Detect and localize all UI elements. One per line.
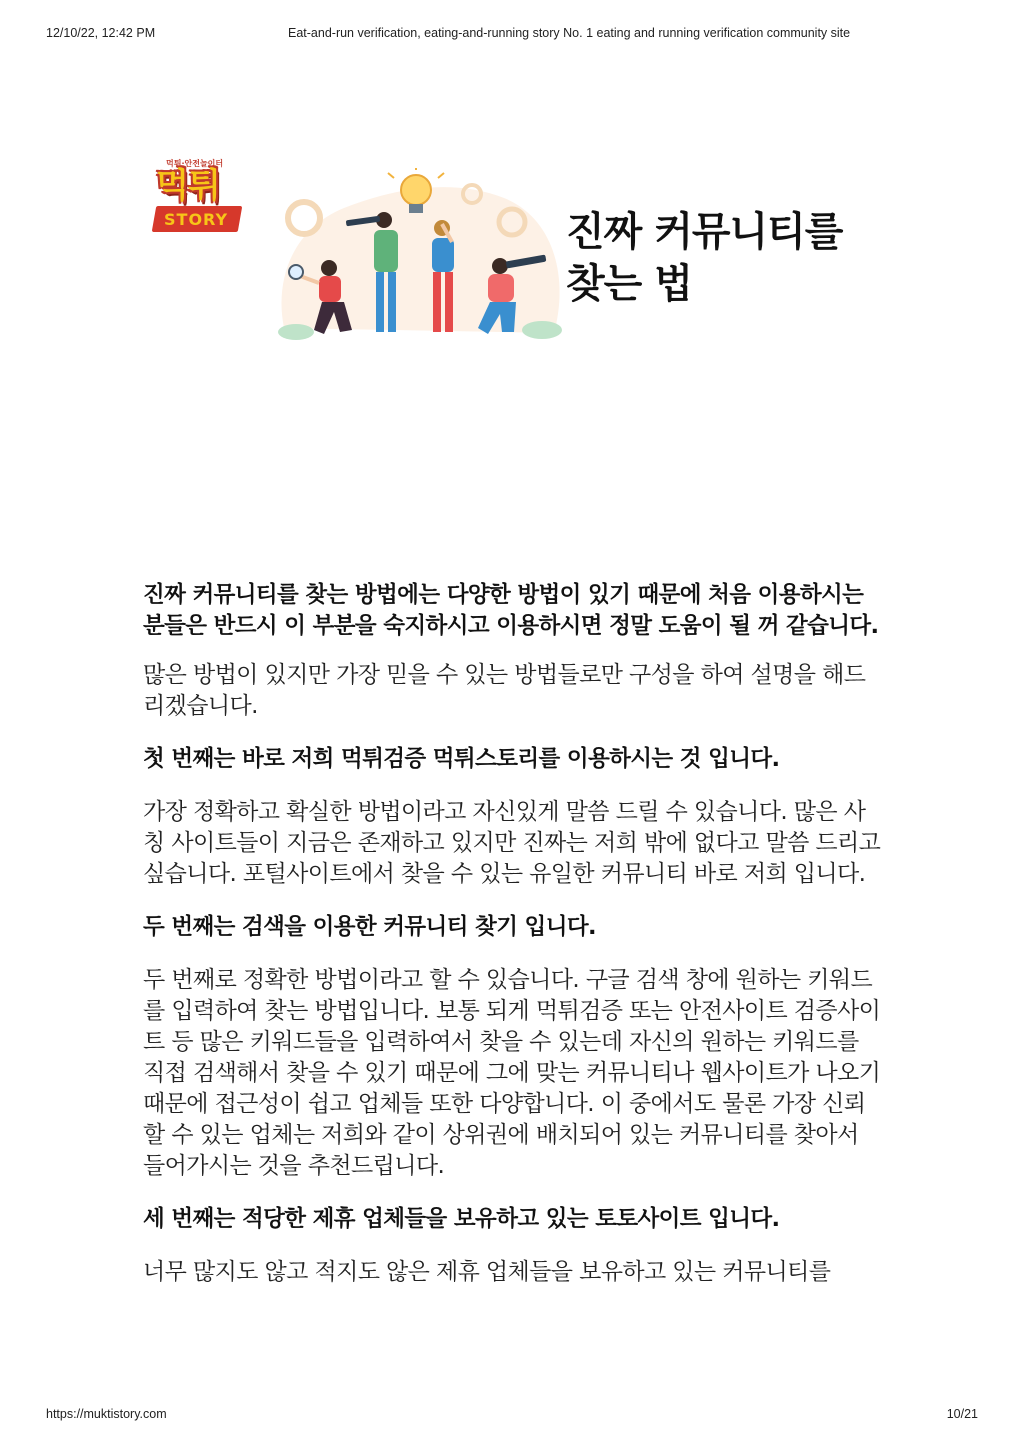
article-body	[143, 580, 883, 1288]
section-paragraph-1: 가장 정확하고 확실한 방법이라고 자신있게 말씀 드릴 수 있습니다. 많은 사칭 사이트들이 지금은 존재하고 있지만 진짜는 저희 밖에 없다고 말씀 드리고 싶습니다. 포털사이트에서 찾을 수 있는 유일한 커뮤니티 바로 저희 입니다.	[143, 799, 881, 887]
print-page-title: Eat-and-run verification, eating-and-running story No. 1 eating and running verification community site	[288, 26, 851, 40]
site-logo[interactable]	[150, 158, 246, 242]
section-heading-3: 세 번째는 적당한 제휴 업체들을 보유하고 있는 토토사이트 입니다.	[143, 1206, 780, 1232]
logo-story-text: STORY	[164, 210, 229, 229]
banner-title-line-1: 진짜 커뮤니티를	[566, 209, 843, 255]
banner-illustration	[274, 168, 564, 340]
page-number: 10/21	[946, 1407, 978, 1421]
section-paragraph-3: 너무 많지도 않고 적지도 않은 제휴 업체들을 보유하고 있는 커뮤니티를	[143, 1259, 831, 1285]
gear-icon-left	[288, 202, 320, 234]
logo-subtitle: 먹튀·안전놀이터	[166, 159, 224, 168]
print-header	[46, 26, 978, 42]
bush-left	[278, 324, 314, 340]
intro-paragraph: 많은 방법이 있지만 가장 믿을 수 있는 방법들로만 구성을 하여 설명을 해드리겠습니다.	[143, 662, 866, 719]
footer-url[interactable]: https://muktistory.com	[46, 1407, 167, 1421]
print-datetime: 12/10/22, 12:42 PM	[46, 26, 156, 40]
section-heading-2: 두 번째는 검색을 이용한 커뮤니티 찾기 입니다.	[143, 914, 596, 940]
logo-main-text: 먹튀	[156, 166, 220, 206]
print-footer	[46, 1407, 978, 1423]
bush-right	[522, 321, 562, 339]
section-paragraph-2: 두 번째로 정확한 방법이라고 할 수 있습니다. 구글 검색 창에 원하는 키워드를 입력하여 찾는 방법입니다. 보통 되게 먹튀검증 또는 안전사이트 검증사이트 등 많은 키워드들을 입력하여서 찾을 수 있는데 자신의 원하는 키워드를 직접 검색해서 찾을 수 있기 때문에 그에 맞는 커뮤니티나 웹사이트가 나오기 때문에 접근성이 쉽고 업체들 또한 다양합니다. 이 중에서도 물론 가장 신뢰 할 수 있는 업체는 저희와 같이 상위권에 배치되어 있는 커뮤니티를 찾아서 들어가시는 것을 추천드립니다.	[143, 967, 881, 1179]
section-heading-1: 첫 번째는 바로 저희 먹튀검증 먹튀스토리를 이용하시는 것 입니다.	[143, 746, 780, 772]
people-searching-illustration	[274, 168, 564, 340]
banner-title-line-2: 찾는 법	[566, 261, 692, 307]
intro-bold-paragraph: 진짜 커뮤니티를 찾는 방법에는 다양한 방법이 있기 때문에 처음 이용하시는 분들은 반드시 이 부분을 숙지하시고 이용하시면 정말 도움이 될 꺼 같습니다.	[143, 582, 879, 639]
banner-title	[566, 206, 866, 310]
